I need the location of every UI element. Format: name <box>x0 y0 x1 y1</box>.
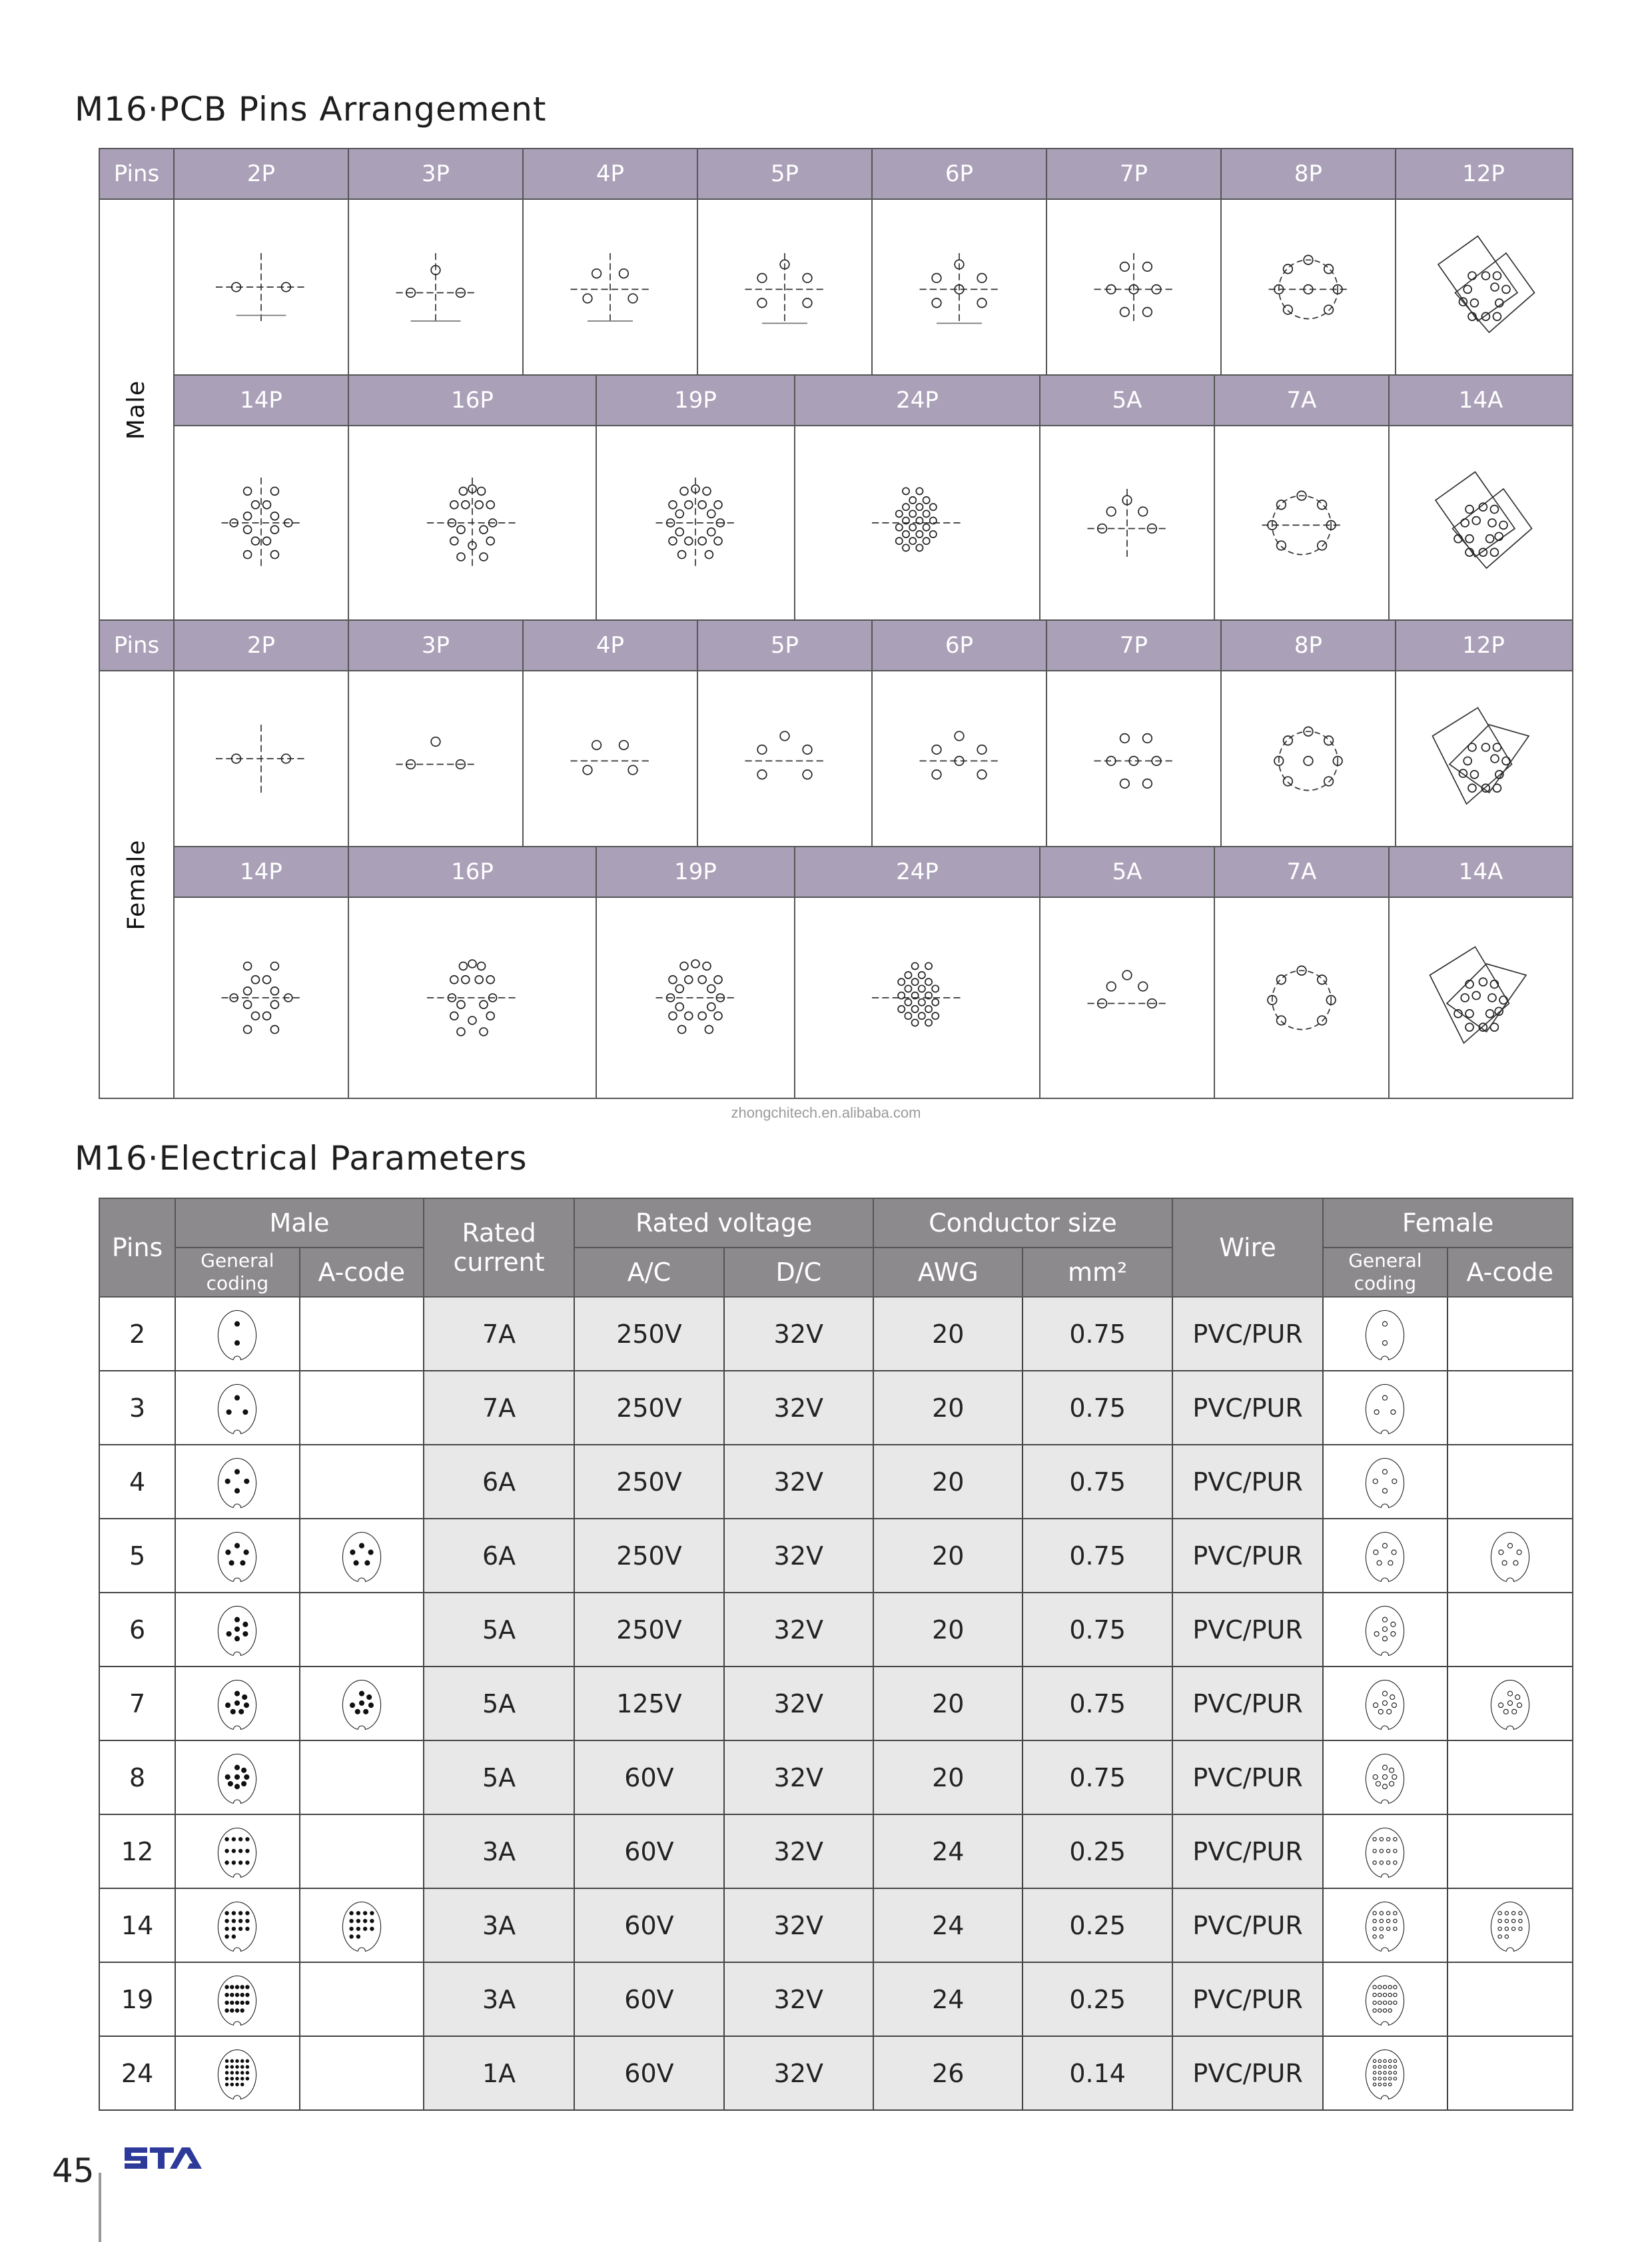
table-row <box>99 1740 1573 1814</box>
wire-cell: PVC/PUR <box>1172 1593 1323 1667</box>
f-header-8p: 8P <box>1222 621 1396 670</box>
f-diagram-7a <box>1215 898 1390 1098</box>
wire-cell: PVC/PUR <box>1172 1667 1323 1740</box>
awg-cell: 20 <box>873 1667 1023 1740</box>
diagram-2p <box>175 200 349 374</box>
female-a-code-icon <box>1447 1371 1573 1445</box>
male-general-coding-icon <box>175 1445 299 1519</box>
header-6p: 6P <box>873 149 1047 198</box>
female-general-coding-icon <box>1323 1445 1447 1519</box>
pins-cell: 4 <box>99 1445 175 1519</box>
pins-col-header: Pins <box>99 1198 175 1297</box>
female-a-code-icon <box>1447 1297 1573 1371</box>
header-5p: 5P <box>698 149 873 198</box>
header-4p: 4P <box>524 149 698 198</box>
male-side-label: Male <box>100 200 175 619</box>
male-a-code-icon <box>300 1371 424 1445</box>
mm2-cell: 0.25 <box>1023 1814 1172 1888</box>
mm2-cell: 0.14 <box>1023 2036 1172 2110</box>
f-diagram-6p <box>873 671 1047 846</box>
f-diagram-5p <box>698 671 873 846</box>
female-general-coding-icon <box>1323 1888 1447 1962</box>
header-7p: 7P <box>1047 149 1222 198</box>
f-header-2p: 2P <box>175 621 349 670</box>
diagram-5p <box>698 200 873 374</box>
f-diagram-19p <box>597 898 795 1098</box>
male-a-code-icon <box>300 1519 424 1593</box>
diagram-7a <box>1215 426 1390 619</box>
awg-cell: 20 <box>873 1445 1023 1519</box>
pins-cell: 12 <box>99 1814 175 1888</box>
rated-current-cell: 5A <box>424 1740 574 1814</box>
male-diagrams-row-a <box>175 200 1572 374</box>
female-diagrams-row-b <box>175 898 1572 1098</box>
ac-voltage-cell: 60V <box>574 1962 723 2036</box>
female-general-coding-icon <box>1323 1814 1447 1888</box>
awg-cell: 24 <box>873 1888 1023 1962</box>
f-header-4p: 4P <box>524 621 698 670</box>
female-header-row-b <box>175 847 1572 897</box>
female-a-code-icon <box>1447 1519 1573 1593</box>
female-a-code-icon <box>1447 1445 1573 1519</box>
table-row <box>99 1814 1573 1888</box>
mm2-cell: 0.75 <box>1023 1667 1172 1740</box>
f-header-12p: 12P <box>1462 632 1505 659</box>
wire-cell: PVC/PUR <box>1172 1814 1323 1888</box>
female-side-label: Female <box>100 671 175 1098</box>
page-number: 45 <box>52 2151 95 2190</box>
ac-voltage-cell: 60V <box>574 2036 723 2110</box>
f-header-3p: 3P <box>349 621 524 670</box>
pins-cell: 3 <box>99 1371 175 1445</box>
awg-header: AWG <box>873 1248 1023 1297</box>
mm2-cell: 0.25 <box>1023 1962 1172 2036</box>
awg-cell: 26 <box>873 2036 1023 2110</box>
mm2-cell: 0.75 <box>1023 1297 1172 1371</box>
male-a-code-icon <box>300 1593 424 1667</box>
awg-cell: 24 <box>873 1962 1023 2036</box>
conductor-size-header: Conductor size <box>873 1198 1172 1248</box>
dc-voltage-cell: 32V <box>724 1740 873 1814</box>
rated-current-cell: 3A <box>424 1814 574 1888</box>
diagram-14a <box>1390 426 1572 619</box>
rated-current-cell: 6A <box>424 1445 574 1519</box>
diagram-4p <box>524 200 698 374</box>
f-diagram-12p <box>1396 671 1571 846</box>
header-14p: 14P <box>175 376 349 425</box>
awg-cell: 20 <box>873 1297 1023 1371</box>
f-header-5a: 5A <box>1040 847 1215 897</box>
male-general-coding-header: General coding <box>175 1248 299 1297</box>
header-3p: 3P <box>349 149 524 198</box>
diagram-3p <box>349 200 524 374</box>
f-header-14p: 14P <box>175 847 349 897</box>
dc-voltage-cell: 32V <box>724 2036 873 2110</box>
ac-header: A/C <box>574 1248 723 1297</box>
dc-voltage-cell: 32V <box>724 1962 873 2036</box>
wire-cell: PVC/PUR <box>1172 1445 1323 1519</box>
dc-header: D/C <box>724 1248 873 1297</box>
dc-voltage-cell: 32V <box>724 1593 873 1667</box>
female-a-code-icon <box>1447 2036 1573 2110</box>
rated-current-cell: 7A <box>424 1297 574 1371</box>
ac-voltage-cell: 250V <box>574 1371 723 1445</box>
male-header-row-b <box>175 376 1572 425</box>
wire-cell: PVC/PUR <box>1172 1519 1323 1593</box>
f-diagram-2p <box>175 671 349 846</box>
female-general-coding-icon <box>1323 1740 1447 1814</box>
f-header-16p: 16P <box>349 847 597 897</box>
pcb-pins-section-title: M16·PCB Pins Arrangement <box>75 90 547 129</box>
awg-cell: 20 <box>873 1740 1023 1814</box>
female-header-row-a <box>100 621 1572 670</box>
pins-cell: 14 <box>99 1888 175 1962</box>
f-diagram-4p <box>524 671 698 846</box>
female-a-code-icon <box>1447 1667 1573 1740</box>
male-general-coding-icon <box>175 1888 299 1962</box>
rated-current-cell: 5A <box>424 1667 574 1740</box>
diagram-19p <box>597 426 795 619</box>
male-general-coding-icon <box>175 1593 299 1667</box>
header-24p: 24P <box>795 376 1040 425</box>
pins-header-female: Pins <box>100 621 175 670</box>
mm2-cell: 0.75 <box>1023 1519 1172 1593</box>
awg-cell: 20 <box>873 1519 1023 1593</box>
male-a-code-icon <box>300 1962 424 2036</box>
f-header-14a: 14A <box>1458 859 1503 885</box>
table-row <box>99 2036 1573 2110</box>
table-row <box>99 1667 1573 1740</box>
f-diagram-14a <box>1390 898 1572 1098</box>
ac-voltage-cell: 60V <box>574 1888 723 1962</box>
header-12p: 12P <box>1462 161 1505 187</box>
dc-voltage-cell: 32V <box>724 1667 873 1740</box>
female-col-header: Female <box>1323 1198 1573 1248</box>
rated-current-cell: 3A <box>424 1888 574 1962</box>
pins-cell: 7 <box>99 1667 175 1740</box>
awg-cell: 20 <box>873 1593 1023 1667</box>
pins-cell: 24 <box>99 2036 175 2110</box>
wire-cell: PVC/PUR <box>1172 1297 1323 1371</box>
male-general-coding-icon <box>175 1519 299 1593</box>
female-a-code-icon <box>1447 1814 1573 1888</box>
electrical-parameters-table <box>99 1198 1573 2111</box>
wire-cell: PVC/PUR <box>1172 1888 1323 1962</box>
header-2p: 2P <box>175 149 349 198</box>
rated-current-cell: 7A <box>424 1371 574 1445</box>
f-header-19p: 19P <box>597 847 795 897</box>
male-general-coding-icon <box>175 1371 299 1445</box>
male-diagrams-row-b <box>175 426 1572 619</box>
female-general-coding-icon <box>1323 1593 1447 1667</box>
pins-cell: 6 <box>99 1593 175 1667</box>
header-5a: 5A <box>1040 376 1215 425</box>
ac-voltage-cell: 60V <box>574 1814 723 1888</box>
rated-current-cell: 3A <box>424 1962 574 2036</box>
ac-voltage-cell: 125V <box>574 1667 723 1740</box>
ac-voltage-cell: 250V <box>574 1297 723 1371</box>
dc-voltage-cell: 32V <box>724 1371 873 1445</box>
diagram-5a <box>1040 426 1215 619</box>
dc-voltage-cell: 32V <box>724 1297 873 1371</box>
awg-cell: 24 <box>873 1814 1023 1888</box>
female-general-coding-icon <box>1323 1519 1447 1593</box>
dc-voltage-cell: 32V <box>724 1445 873 1519</box>
f-diagram-8p <box>1222 671 1396 846</box>
dc-voltage-cell: 32V <box>724 1888 873 1962</box>
header-8p: 8P <box>1222 149 1396 198</box>
diagram-24p <box>795 426 1040 619</box>
header-16p: 16P <box>349 376 597 425</box>
female-general-coding-icon <box>1323 1371 1447 1445</box>
male-a-code-icon <box>300 1888 424 1962</box>
male-a-code-icon <box>300 1814 424 1888</box>
wire-cell: PVC/PUR <box>1172 1371 1323 1445</box>
table-row <box>99 1445 1573 1519</box>
female-diagrams-row-a <box>175 671 1572 846</box>
table-row <box>99 1371 1573 1445</box>
dc-voltage-cell: 32V <box>724 1519 873 1593</box>
rated-current-cell: 5A <box>424 1593 574 1667</box>
f-diagram-7p <box>1047 671 1222 846</box>
table-row <box>99 1297 1573 1371</box>
male-a-code-header: A-code <box>300 1248 424 1297</box>
diagram-14p <box>175 426 349 619</box>
electrical-section-title: M16·Electrical Parameters <box>75 1139 528 1178</box>
ac-voltage-cell: 250V <box>574 1519 723 1593</box>
dc-voltage-cell: 32V <box>724 1814 873 1888</box>
female-general-coding-header: General coding <box>1323 1248 1447 1297</box>
diagram-6p <box>873 200 1047 374</box>
ac-voltage-cell: 250V <box>574 1593 723 1667</box>
female-general-coding-icon <box>1323 2036 1447 2110</box>
f-header-5p: 5P <box>698 621 873 670</box>
diagram-12p <box>1396 200 1571 374</box>
sta-logo <box>123 2145 203 2171</box>
female-a-code-icon <box>1447 1888 1573 1962</box>
pins-cell: 19 <box>99 1962 175 2036</box>
ac-voltage-cell: 250V <box>574 1445 723 1519</box>
ac-voltage-cell: 60V <box>574 1740 723 1814</box>
footer-divider <box>99 2173 101 2242</box>
female-general-coding-icon <box>1323 1962 1447 2036</box>
f-diagram-16p <box>349 898 597 1098</box>
pins-cell: 5 <box>99 1519 175 1593</box>
wire-header: Wire <box>1172 1198 1323 1297</box>
diagram-16p <box>349 426 597 619</box>
wire-cell: PVC/PUR <box>1172 2036 1323 2110</box>
f-header-24p: 24P <box>795 847 1040 897</box>
male-general-coding-icon <box>175 1297 299 1371</box>
wire-cell: PVC/PUR <box>1172 1740 1323 1814</box>
male-header-row-a <box>100 149 1572 198</box>
male-a-code-icon <box>300 1297 424 1371</box>
header-14a: 14A <box>1458 387 1503 414</box>
male-general-coding-icon <box>175 1814 299 1888</box>
mm2-cell: 0.25 <box>1023 1888 1172 1962</box>
awg-cell: 20 <box>873 1371 1023 1445</box>
wire-cell: PVC/PUR <box>1172 1962 1323 2036</box>
pcb-pins-grid <box>99 148 1573 1099</box>
f-header-7a: 7A <box>1215 847 1390 897</box>
pins-cell: 2 <box>99 1297 175 1371</box>
table-row <box>99 1962 1573 2036</box>
pins-header: Pins <box>100 149 175 198</box>
mm2-cell: 0.75 <box>1023 1371 1172 1445</box>
female-a-code-icon <box>1447 1962 1573 2036</box>
female-general-coding-icon <box>1323 1297 1447 1371</box>
f-diagram-5a <box>1040 898 1215 1098</box>
f-header-6p: 6P <box>873 621 1047 670</box>
diagram-7p <box>1047 200 1222 374</box>
table-row <box>99 1888 1573 1962</box>
rated-current-cell: 1A <box>424 2036 574 2110</box>
mm2-cell: 0.75 <box>1023 1740 1172 1814</box>
table-row <box>99 1593 1573 1667</box>
f-header-7p: 7P <box>1047 621 1222 670</box>
female-general-coding-icon <box>1323 1667 1447 1740</box>
male-general-coding-icon <box>175 2036 299 2110</box>
rated-current-cell: 6A <box>424 1519 574 1593</box>
male-general-coding-icon <box>175 1962 299 2036</box>
male-col-header: Male <box>175 1198 424 1248</box>
header-7a: 7A <box>1215 376 1390 425</box>
diagram-8p <box>1222 200 1396 374</box>
rated-voltage-header: Rated voltage <box>574 1198 873 1248</box>
male-a-code-icon <box>300 1445 424 1519</box>
mm2-cell: 0.75 <box>1023 1445 1172 1519</box>
male-general-coding-icon <box>175 1740 299 1814</box>
f-diagram-24p <box>795 898 1040 1098</box>
rated-current-header: Rated current <box>424 1198 574 1297</box>
male-a-code-icon <box>300 1740 424 1814</box>
pins-cell: 8 <box>99 1740 175 1814</box>
female-a-code-icon <box>1447 1593 1573 1667</box>
mm2-cell: 0.75 <box>1023 1593 1172 1667</box>
female-a-code-header: A-code <box>1447 1248 1573 1297</box>
male-a-code-icon <box>300 2036 424 2110</box>
female-a-code-icon <box>1447 1740 1573 1814</box>
mm2-header: mm² <box>1023 1248 1172 1297</box>
male-general-coding-icon <box>175 1667 299 1740</box>
header-19p: 19P <box>597 376 795 425</box>
male-a-code-icon <box>300 1667 424 1740</box>
watermark: zhongchitech.en.alibaba.com <box>731 1104 921 1121</box>
f-diagram-3p <box>349 671 524 846</box>
table-row <box>99 1519 1573 1593</box>
f-diagram-14p <box>175 898 349 1098</box>
